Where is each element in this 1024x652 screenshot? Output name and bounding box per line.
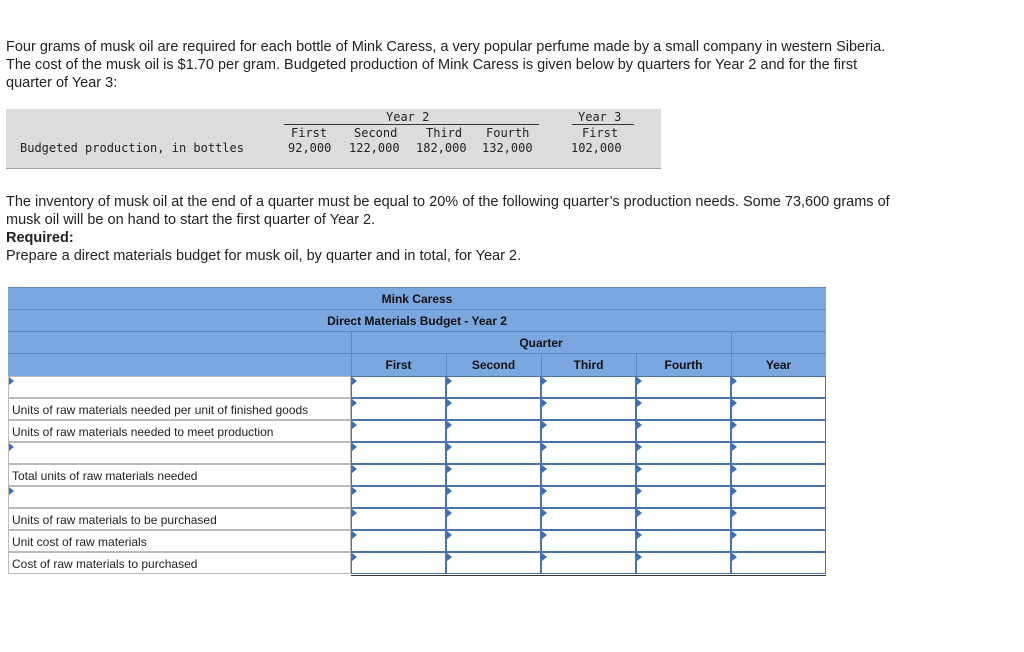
input-second[interactable] <box>446 552 541 574</box>
input-second[interactable] <box>446 464 541 486</box>
input-second[interactable] <box>446 508 541 530</box>
row-label: Unit cost of raw materials <box>8 530 351 552</box>
input-second[interactable] <box>446 376 541 398</box>
row-label-input[interactable] <box>8 486 351 508</box>
input-third[interactable] <box>541 442 636 464</box>
input-second[interactable] <box>446 420 541 442</box>
input-fourth[interactable] <box>636 552 731 574</box>
input-fourth[interactable] <box>636 486 731 508</box>
input-first[interactable] <box>351 376 446 398</box>
budget-row-7 <box>8 508 826 530</box>
input-year[interactable] <box>731 508 826 530</box>
prod-q1-label: First <box>291 126 328 140</box>
row-label-input[interactable] <box>8 376 351 398</box>
budget-row-1 <box>8 376 826 398</box>
budget-row-4 <box>8 442 826 464</box>
input-third[interactable] <box>541 398 636 420</box>
budget-company-row <box>8 287 826 310</box>
row-label-input[interactable] <box>8 442 351 464</box>
prod-y3q1-label: First <box>582 126 619 140</box>
input-fourth[interactable] <box>636 420 731 442</box>
input-second[interactable] <box>446 398 541 420</box>
budget-columns-row <box>8 353 826 377</box>
input-year[interactable] <box>731 420 826 442</box>
prod-q3-value: 182,000 <box>416 141 467 155</box>
row-label: Units of raw materials to be purchased <box>8 508 351 530</box>
quarter-header: Quarter <box>519 336 563 350</box>
input-first[interactable] <box>351 442 446 464</box>
required-label: Required: <box>6 230 74 246</box>
col-third: Third <box>573 358 604 372</box>
input-third[interactable] <box>541 376 636 398</box>
budget-row-3 <box>8 420 826 442</box>
budget-row-8 <box>8 530 826 552</box>
input-first[interactable] <box>351 398 446 420</box>
input-first[interactable] <box>351 530 446 552</box>
prod-q4-label: Fourth <box>486 126 530 140</box>
budget-title-row <box>8 309 826 332</box>
input-second[interactable] <box>446 442 541 464</box>
input-first[interactable] <box>351 420 446 442</box>
prod-q3-label: Third <box>426 126 463 140</box>
budget-company: Mink Caress <box>381 292 453 306</box>
input-third[interactable] <box>541 464 636 486</box>
total-underline <box>351 575 826 576</box>
input-third[interactable] <box>541 420 636 442</box>
production-table <box>6 109 661 169</box>
budget-row-6 <box>8 486 826 508</box>
budget-row-9 <box>8 552 826 574</box>
input-fourth[interactable] <box>636 398 731 420</box>
budget-row-5 <box>8 464 826 486</box>
row-label: Units of raw materials needed to meet production <box>8 420 351 442</box>
input-first[interactable] <box>351 486 446 508</box>
input-first[interactable] <box>351 508 446 530</box>
budget-quarter-row <box>8 331 826 354</box>
prod-row-label: Budgeted production, in bottles <box>20 141 244 155</box>
input-year[interactable] <box>731 442 826 464</box>
inventory-section <box>6 193 906 265</box>
input-fourth[interactable] <box>636 376 731 398</box>
prod-q4-value: 132,000 <box>482 141 533 155</box>
input-year[interactable] <box>731 376 826 398</box>
budget-title: Direct Materials Budget - Year 2 <box>327 314 507 328</box>
input-fourth[interactable] <box>636 442 731 464</box>
row-label: Units of raw materials needed per unit of finished goods <box>8 398 351 420</box>
col-first: First <box>385 358 412 372</box>
prod-q1-value: 92,000 <box>288 141 332 155</box>
col-second: Second <box>471 358 516 372</box>
row-label: Total units of raw materials needed <box>8 464 351 486</box>
input-second[interactable] <box>446 486 541 508</box>
input-year[interactable] <box>731 530 826 552</box>
input-first[interactable] <box>351 552 446 574</box>
input-third[interactable] <box>541 508 636 530</box>
input-year[interactable] <box>731 486 826 508</box>
input-fourth[interactable] <box>636 508 731 530</box>
inventory-text: The inventory of musk oil at the end of a quarter must be equal to 20% of the following quarter’s production needs. Some 73,600 grams of musk oil will be on hand to start the first quarter of Year 2. <box>6 194 890 228</box>
prod-q2-label: Second <box>354 126 398 140</box>
input-third[interactable] <box>541 486 636 508</box>
col-fourth: Fourth <box>664 358 703 372</box>
col-year: Year <box>765 358 792 372</box>
input-fourth[interactable] <box>636 464 731 486</box>
input-first[interactable] <box>351 464 446 486</box>
input-year[interactable] <box>731 398 826 420</box>
prod-y3q1-value: 102,000 <box>571 141 622 155</box>
instruction-text: Prepare a direct materials budget for musk oil, by quarter and in total, for Year 2. <box>6 248 522 264</box>
input-fourth[interactable] <box>636 530 731 552</box>
input-third[interactable] <box>541 552 636 574</box>
prod-q2-value: 122,000 <box>349 141 400 155</box>
input-second[interactable] <box>446 530 541 552</box>
budget-row-2 <box>8 398 826 420</box>
intro-paragraph: Four grams of musk oil are required for each bottle of Mink Caress, a very popular perfume made by a small company in western Siberia. The cost of the musk oil is $1.70 per gram. Budgeted production of Mink Caress is given below by quarters for Year 2 and for the first quarter of Year 3: <box>6 39 886 91</box>
input-year[interactable] <box>731 464 826 486</box>
input-third[interactable] <box>541 530 636 552</box>
year3-header: Year 3 <box>578 110 622 124</box>
row-label: Cost of raw materials to purchased <box>8 552 351 574</box>
input-year[interactable] <box>731 552 826 574</box>
year2-header: Year 2 <box>386 110 430 124</box>
